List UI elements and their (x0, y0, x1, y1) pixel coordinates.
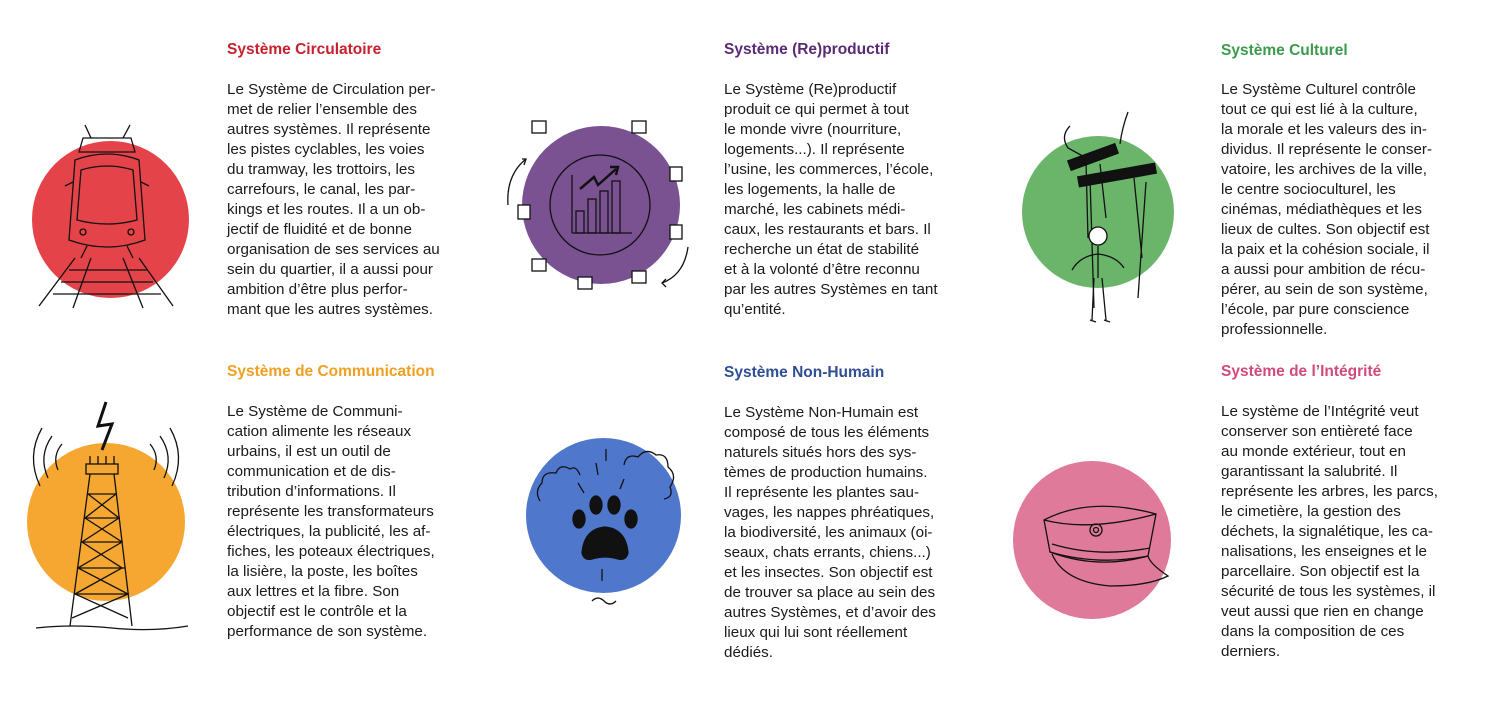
description-line: fiches, les poteaux électriques, (227, 543, 435, 560)
description-line: dédiés. (724, 644, 773, 661)
description-line: logements...). Il représente (724, 141, 905, 158)
description-line: urbains, il est un outil de (227, 443, 391, 460)
description-line: et les insectes. Son objectif est (724, 564, 933, 581)
description-line: performance de son système. (227, 623, 428, 640)
description-line: a aussi pour ambition de récu- (1221, 261, 1426, 278)
system-title: Système de l’Intégrité (1221, 363, 1382, 380)
description-line: dans la composition de ces (1221, 623, 1405, 640)
description-line: cation alimente les réseaux (227, 423, 412, 440)
description-line: tèmes de production humains. (724, 464, 928, 481)
description-line: le centre socioculturel, les (1221, 181, 1396, 198)
description-line: veut aussi que rien en change (1221, 603, 1424, 620)
description-line: objectif est le contrôle et la (227, 603, 407, 620)
system-title: Système de Communication (227, 363, 435, 380)
paw-icon (530, 435, 690, 615)
description-line: vatoire, les archives de la ville, (1221, 161, 1427, 178)
description-line: parcellaire. Son objectif est la (1221, 563, 1420, 580)
description-line: kings et les routes. Il a un ob- (227, 201, 426, 218)
description-line: les pistes cyclables, les voies (227, 141, 425, 158)
description-line: lieux qui lui sont réellement (724, 624, 908, 641)
description-line: la biodiversité, les animaux (oi- (724, 524, 933, 541)
system-description (227, 402, 435, 642)
description-line: ambition d’être plus perfor- (227, 281, 408, 298)
description-line: Il représente les plantes sau- (724, 484, 920, 501)
description-line: et à la volonté d’être reconnu (724, 261, 920, 278)
description-line: aux lettres et la fibre. Son (227, 583, 400, 600)
tram-icon (35, 120, 175, 320)
description-line: cinémas, médiathèques et les (1221, 201, 1422, 218)
description-line: Le Système Non-Humain est (724, 404, 919, 421)
description-line: autres Systèmes, et d’avoir des (724, 604, 936, 621)
description-line: électriques, la publicité, les af- (227, 523, 431, 540)
description-line: tout ce qui est lié à la culture, (1221, 101, 1418, 118)
description-line: dividus. Il représente le conser- (1221, 141, 1433, 158)
description-line: Le Système de Communi- (227, 403, 403, 420)
description-line: du tramway, les trottoirs, les (227, 161, 415, 178)
description-line: jectif de fluidité et de bonne (227, 221, 412, 238)
description-line: sécurité de tous les systèmes, il (1221, 583, 1436, 600)
system-title: Système Culturel (1221, 42, 1348, 59)
description-line: composé de tous les éléments (724, 424, 930, 441)
description-line: de trouver sa place au sein des (724, 584, 936, 601)
system-description (724, 80, 938, 320)
description-line: les logements, la halle de (724, 181, 896, 198)
description-line: met de relier l’ensemble des (227, 101, 417, 118)
police-cap-icon (1030, 492, 1180, 602)
description-line: seaux, chats errants, chiens...) (724, 544, 931, 561)
system-description (227, 80, 440, 320)
description-line: organisation de ses services au (227, 241, 440, 258)
description-line: l’usine, les commerces, l’école, (724, 161, 934, 178)
system-description (1221, 80, 1432, 340)
description-line: le cimetière, la gestion des (1221, 503, 1401, 520)
system-title: Système Non-Humain (724, 364, 885, 381)
description-line: naturels situés hors des sys- (724, 444, 917, 461)
gear-growth-chart-icon (500, 115, 700, 295)
description-line: produit ce qui permet à tout (724, 101, 909, 118)
description-line: derniers. (1221, 643, 1281, 660)
antenna-tower-icon (32, 400, 192, 635)
description-line: pérer, au sein de son système, (1221, 281, 1428, 298)
puppet-icon (1050, 108, 1170, 333)
description-line: Le Système de Circulation per- (227, 81, 436, 98)
description-line: caux, les restaurants et bars. Il (724, 221, 931, 238)
description-line: vages, les nappes phréatiques, (724, 504, 935, 521)
description-line: sein du quartier, il a aussi pour (227, 261, 433, 278)
description-line: professionnelle. (1221, 321, 1328, 338)
description-line: carrefours, le canal, les par- (227, 181, 416, 198)
description-line: marché, les cabinets médi- (724, 201, 906, 218)
description-line: mant que les autres systèmes. (227, 301, 433, 318)
description-line: déchets, la signalétique, les ca- (1221, 523, 1433, 540)
description-line: au monde extérieur, tout en (1221, 443, 1406, 460)
description-line: la lisière, la poste, les boîtes (227, 563, 418, 580)
description-line: conserver son entièreté face (1221, 423, 1413, 440)
description-line: communication et de dis- (227, 463, 396, 480)
description-line: garantissant la salubrité. Il (1221, 463, 1398, 480)
description-line: par les autres Systèmes en tant (724, 281, 938, 298)
system-description (1221, 402, 1438, 662)
description-line: Le système de l’Intégrité veut (1221, 403, 1419, 420)
description-line: Le Système (Re)productif (724, 81, 897, 98)
description-line: nalisations, les enseignes et le (1221, 543, 1428, 560)
description-line: l’école, par pure conscience (1221, 301, 1410, 318)
description-line: Le Système Culturel contrôle (1221, 81, 1416, 98)
system-description (724, 403, 936, 663)
description-line: autres systèmes. Il représente (227, 121, 431, 138)
system-title: Système Circulatoire (227, 41, 382, 58)
description-line: qu’entité. (724, 301, 786, 318)
description-line: lieux de cultes. Son objectif est (1221, 221, 1430, 238)
description-line: la paix et la cohésion sociale, il (1221, 241, 1430, 258)
description-line: la morale et les valeurs des in- (1221, 121, 1427, 138)
system-title: Système (Re)productif (724, 41, 890, 58)
description-line: représente les transformateurs (227, 503, 434, 520)
description-line: le monde vivre (nourriture, (724, 121, 902, 138)
description-line: recherche un état de stabilité (724, 241, 920, 258)
description-line: représente les arbres, les parcs, (1221, 483, 1438, 500)
description-line: tribution d’informations. Il (227, 483, 396, 500)
